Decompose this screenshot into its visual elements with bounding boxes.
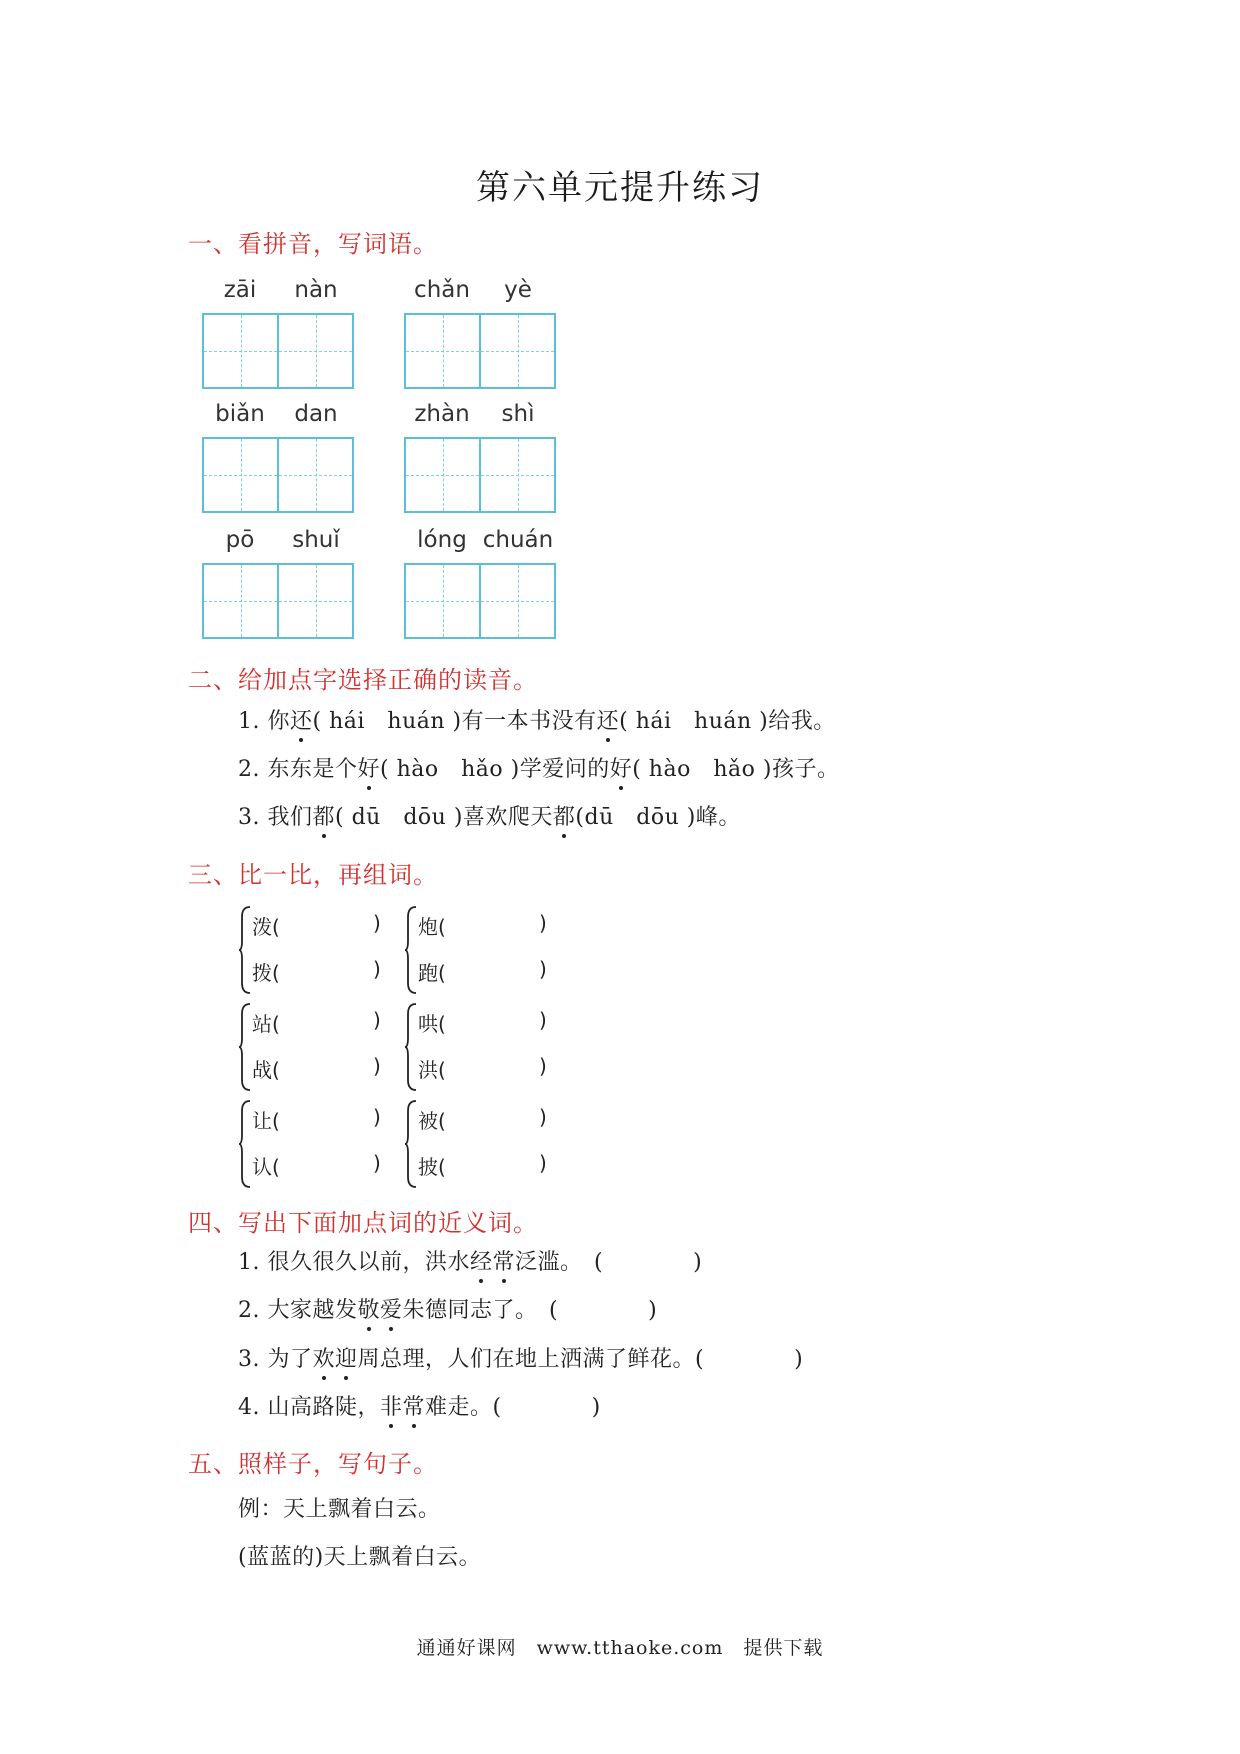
- writing-grid[interactable]: [202, 563, 354, 639]
- dotted-character: 常: [492, 1250, 516, 1275]
- grid-cell[interactable]: [279, 315, 352, 387]
- question-line: [238, 1390, 601, 1421]
- grid-cell[interactable]: [481, 439, 554, 511]
- question-line: [238, 1293, 657, 1324]
- compare-word: 让(: [252, 1109, 280, 1133]
- pinyin-options[interactable]: ( hào hǎo )学爱问的: [380, 757, 610, 782]
- writing-grid[interactable]: [404, 313, 556, 389]
- grid-cell[interactable]: [481, 565, 554, 637]
- grid-cell[interactable]: [204, 439, 279, 511]
- pinyin-syllable: nàn: [294, 277, 338, 303]
- dotted-character: 爱: [380, 1298, 403, 1323]
- dotted-character: 好: [609, 757, 633, 782]
- answer-blank-end[interactable]: ): [373, 1151, 381, 1175]
- question-text: 1. 很久很久以前，洪水: [238, 1250, 470, 1275]
- word-pair: [238, 1002, 408, 1092]
- section-1-heading: 一、看拼音，写词语。: [188, 230, 438, 258]
- answer-blank-end[interactable]: ): [539, 1054, 547, 1078]
- pinyin-syllable: shuǐ: [292, 527, 340, 553]
- grid-cell[interactable]: [406, 565, 481, 637]
- question-text: 2. 大家越发: [238, 1298, 358, 1323]
- dotted-character: 还: [289, 709, 313, 734]
- question-line: [238, 752, 839, 783]
- section-4-heading: 四、写出下面加点词的近义词。: [188, 1209, 538, 1237]
- question-line: [238, 800, 741, 831]
- brace-icon: [238, 1002, 252, 1092]
- pinyin-syllable: lóng: [417, 527, 467, 553]
- question-line: [238, 1245, 702, 1276]
- pinyin-syllable: zhàn: [414, 401, 470, 427]
- pinyin-syllable: yè: [504, 277, 532, 303]
- dotted-character: 敬: [357, 1298, 380, 1323]
- compare-word: 站(: [252, 1012, 280, 1036]
- brace-icon: [238, 1099, 252, 1189]
- question-text: 3. 我们: [238, 805, 313, 830]
- grid-cell[interactable]: [279, 565, 352, 637]
- brace-icon: [238, 905, 252, 995]
- dotted-character: 常: [402, 1395, 426, 1420]
- grid-cell[interactable]: [204, 565, 279, 637]
- section-5-heading: 五、照样子，写句子。: [188, 1450, 438, 1478]
- writing-grid[interactable]: [202, 313, 354, 389]
- word-pair: [404, 905, 574, 995]
- grid-cell[interactable]: [279, 439, 352, 511]
- answer-blank-end[interactable]: ): [373, 911, 381, 935]
- answer-blank-end[interactable]: ): [539, 1105, 547, 1129]
- dotted-character: 都: [312, 805, 335, 830]
- answer-blank[interactable]: 周总理，人们在地上洒满了鲜花。( ): [357, 1347, 804, 1372]
- answer-blank[interactable]: 难走。( ): [425, 1395, 601, 1420]
- word-pair: [238, 1099, 408, 1189]
- answer-blank-end[interactable]: ): [539, 1008, 547, 1032]
- brace-icon: [404, 1099, 418, 1189]
- grid-cell[interactable]: [204, 315, 279, 387]
- pinyin-syllable: chuán: [482, 527, 554, 553]
- compare-word: 战(: [252, 1058, 280, 1082]
- word-pair: [238, 905, 408, 995]
- answer-blank[interactable]: 朱德同志了。 ( ): [402, 1298, 658, 1323]
- question-text: 3. 为了: [238, 1347, 313, 1372]
- pinyin-options[interactable]: ( hái huán )有一本书没有: [312, 709, 597, 734]
- compare-word: 洪(: [418, 1058, 446, 1082]
- brace-icon: [404, 905, 418, 995]
- writing-grid[interactable]: [404, 437, 556, 513]
- answer-blank-end[interactable]: ): [373, 1008, 381, 1032]
- question-line: [238, 704, 836, 735]
- question-text: 1. 你: [238, 709, 290, 734]
- dotted-character: 还: [596, 709, 620, 734]
- compare-word: 拨(: [252, 961, 280, 985]
- word-pair: [404, 1002, 574, 1092]
- word-pair: [404, 1099, 574, 1189]
- pinyin-syllable: chǎn: [414, 277, 470, 303]
- answer-blank[interactable]: 泛滥。 ( ): [515, 1250, 703, 1275]
- brace-icon: [404, 1002, 418, 1092]
- compare-word: 哄(: [418, 1012, 446, 1036]
- example-answer: (蓝蓝的)天上飘着白云。: [238, 1545, 482, 1570]
- pinyin-options[interactable]: ( hái huán )给我。: [619, 709, 836, 734]
- pinyin-syllable: zāi: [223, 277, 257, 303]
- pinyin-options[interactable]: (dū dōu )峰。: [575, 805, 741, 830]
- answer-blank-end[interactable]: ): [539, 911, 547, 935]
- pinyin-syllable: dan: [294, 401, 338, 427]
- example-sentence: 例：天上飘着白云。: [238, 1497, 441, 1522]
- section-2-heading: 二、给加点字选择正确的读音。: [188, 666, 538, 694]
- page-title: 第六单元提升练习: [476, 168, 764, 208]
- question-text: 4. 山高路陡，: [238, 1395, 380, 1420]
- compare-word: 披(: [418, 1155, 446, 1179]
- answer-blank-end[interactable]: ): [373, 1054, 381, 1078]
- answer-blank-end[interactable]: ): [373, 957, 381, 981]
- grid-cell[interactable]: [481, 315, 554, 387]
- writing-grid[interactable]: [404, 563, 556, 639]
- dotted-character: 都: [552, 805, 576, 830]
- writing-grid[interactable]: [202, 437, 354, 513]
- section-3-heading: 三、比一比，再组词。: [188, 861, 438, 889]
- dotted-character: 迎: [335, 1347, 358, 1372]
- compare-word: 认(: [252, 1155, 280, 1179]
- compare-word: 泼(: [252, 915, 280, 939]
- dotted-character: 非: [379, 1395, 403, 1420]
- question-line: [238, 1342, 803, 1373]
- compare-word: 炮(: [418, 915, 446, 939]
- pinyin-options[interactable]: ( hào hǎo )孩子。: [632, 757, 840, 782]
- dotted-character: 好: [357, 757, 380, 782]
- answer-blank-end[interactable]: ): [539, 957, 547, 981]
- pinyin-options[interactable]: ( dū dōu )喜欢爬天: [335, 805, 553, 830]
- dotted-character: 经: [469, 1250, 493, 1275]
- pinyin-syllable: shì: [501, 401, 535, 427]
- dotted-character: 欢: [312, 1347, 335, 1372]
- footer-text: 通通好课网 www.tthaoke.com 提供下载: [416, 1637, 824, 1659]
- answer-blank-end[interactable]: ): [539, 1151, 547, 1175]
- grid-cell[interactable]: [406, 315, 481, 387]
- pinyin-syllable: biǎn: [215, 401, 265, 427]
- answer-blank-end[interactable]: ): [373, 1105, 381, 1129]
- grid-cell[interactable]: [406, 439, 481, 511]
- pinyin-syllable: pō: [225, 527, 255, 553]
- compare-word: 跑(: [418, 961, 446, 985]
- question-text: 2. 东东是个: [238, 757, 358, 782]
- compare-word: 被(: [418, 1109, 446, 1133]
